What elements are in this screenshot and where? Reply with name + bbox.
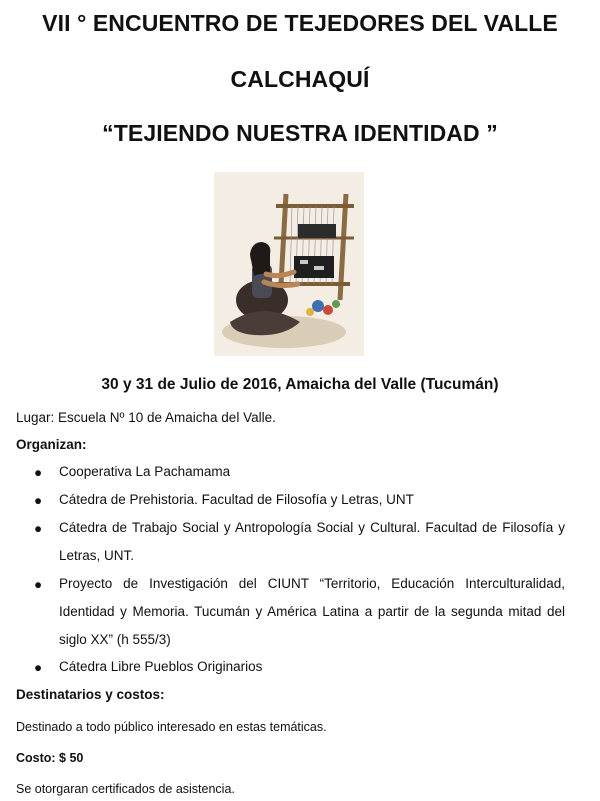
list-item: Cátedra de Trabajo Social y Antropología Social y Cultural. Facultad de Filosofía y Letras, UNT. bbox=[59, 520, 565, 563]
destinatarios-heading: Destinatarios y costos: bbox=[16, 687, 165, 702]
list-item: Cátedra de Prehistoria. Facultad de Filosofía y Letras, UNT bbox=[59, 492, 414, 507]
bullet-icon: ● bbox=[34, 465, 43, 480]
lugar-text: Lugar: Escuela Nº 10 de Amaicha del Valle. bbox=[16, 410, 276, 425]
weaver-at-loom-illustration bbox=[214, 172, 364, 356]
costo-text: Costo: $ 50 bbox=[16, 751, 84, 765]
title-line-1: VII ° ENCUENTRO DE TEJEDORES DEL VALLE bbox=[42, 10, 558, 36]
organizan-heading: Organizan: bbox=[16, 437, 87, 452]
bullet-icon: ● bbox=[34, 521, 43, 536]
bullet-icon: ● bbox=[34, 493, 43, 508]
list-item: Proyecto de Investigación del CIUNT “Territorio, Educación Interculturalidad, Identidad y Memoria. Tucumán y América Latina a partir de la segunda mitad del siglo XX” (h 555/3) bbox=[59, 576, 565, 647]
event-date-location: 30 y 31 de Julio de 2016, Amaicha del Valle (Tucumán) bbox=[101, 376, 499, 393]
destinatarios-text: Destinado a todo público interesado en estas temáticas. bbox=[16, 720, 327, 734]
list-item: Cátedra Libre Pueblos Originarios bbox=[59, 659, 263, 674]
bullet-icon: ● bbox=[34, 577, 43, 592]
certificados-text: Se otorgaran certificados de asistencia. bbox=[16, 782, 235, 796]
title-line-3: “TEJIENDO NUESTRA IDENTIDAD ” bbox=[102, 120, 498, 146]
list-item: Cooperativa La Pachamama bbox=[59, 464, 231, 479]
title-line-2: CALCHAQUÍ bbox=[230, 66, 370, 92]
bullet-icon: ● bbox=[34, 660, 43, 675]
